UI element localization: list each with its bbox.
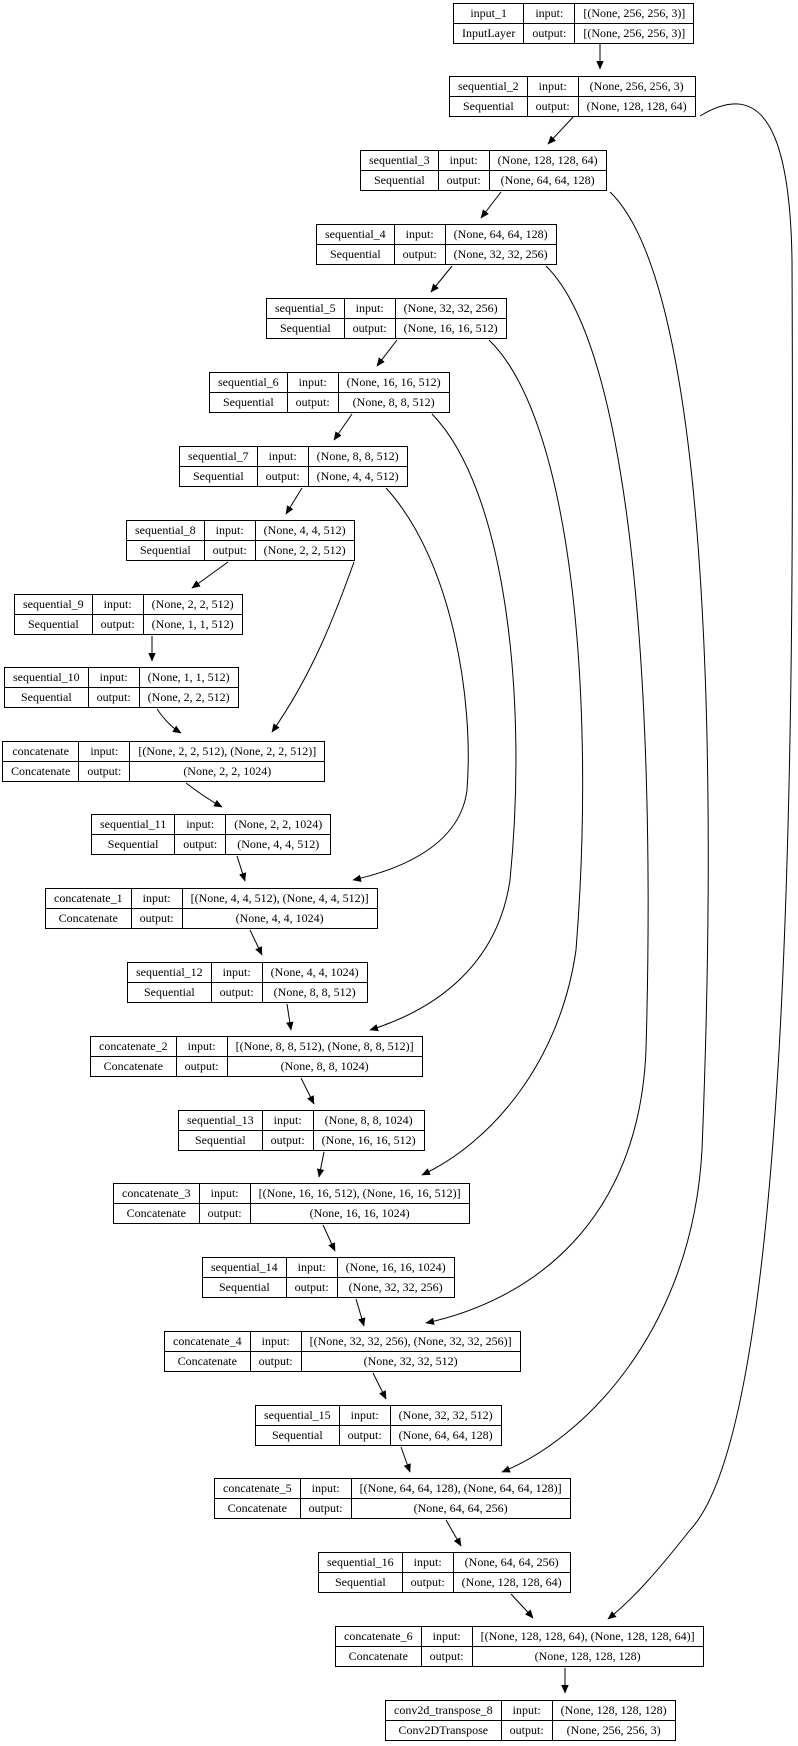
output-label: output: <box>501 1721 552 1741</box>
edge-sequential_8-to-sequential_9 <box>192 562 228 588</box>
output-shape: (None, 64, 64, 256) <box>351 1499 570 1519</box>
output-label: output: <box>300 1499 351 1519</box>
input-label: input: <box>287 373 338 393</box>
edge-sequential_4-to-sequential_5 <box>431 266 452 292</box>
layer-type: Sequential <box>127 541 205 561</box>
input-label: input: <box>176 1037 227 1057</box>
edge-sequential_7-to-sequential_8 <box>286 488 302 514</box>
edge-sequential_3-to-concatenate_5 <box>502 192 708 1472</box>
input-shape: (None, 64, 64, 128) <box>445 225 556 245</box>
edge-concatenate-to-sequential_11 <box>186 783 222 807</box>
output-shape: (None, 32, 32, 512) <box>301 1352 520 1372</box>
edge-sequential_13-to-concatenate_3 <box>319 1152 324 1177</box>
output-shape: (None, 16, 16, 1024) <box>250 1204 469 1224</box>
input-label: input: <box>394 225 445 245</box>
output-shape: (None, 128, 128, 64) <box>578 97 695 117</box>
input-label: input: <box>79 742 130 762</box>
input-label: input: <box>211 963 262 983</box>
layer-node-concatenate <box>2 741 325 782</box>
layer-type: Sequential <box>128 983 212 1003</box>
input-label: input: <box>300 1479 351 1499</box>
input-shape: (None, 32, 32, 256) <box>395 299 506 319</box>
input-label: input: <box>501 1701 552 1721</box>
layer-type: Sequential <box>361 171 439 191</box>
input-shape: (None, 16, 16, 512) <box>338 373 449 393</box>
input-label: input: <box>421 1627 472 1647</box>
input-shape: (None, 2, 2, 512) <box>143 595 242 615</box>
layer-name: concatenate_5 <box>215 1479 301 1499</box>
input-label: input: <box>527 77 578 97</box>
output-shape: (None, 2, 2, 1024) <box>130 762 325 782</box>
edge-concatenate_5-to-sequential_16 <box>446 1520 461 1546</box>
layer-node-concatenate_5 <box>214 1478 571 1519</box>
input-shape: (None, 2, 2, 1024) <box>226 815 331 835</box>
layer-type: Sequential <box>15 615 93 635</box>
layer-name: sequential_16 <box>319 1553 403 1573</box>
output-label: output: <box>394 245 445 265</box>
input-label: input: <box>438 151 489 171</box>
layer-node-input_1 <box>453 3 694 44</box>
layer-type: Sequential <box>319 1573 403 1593</box>
input-shape: [(None, 4, 4, 512), (None, 4, 4, 512)] <box>182 889 377 909</box>
edge-sequential_3-to-sequential_4 <box>481 192 501 218</box>
output-label: output: <box>402 1573 453 1593</box>
input-shape: [(None, 64, 64, 128), (None, 64, 64, 128)] <box>351 1479 570 1499</box>
layer-name: concatenate_6 <box>336 1627 422 1647</box>
output-label: output: <box>250 1352 301 1372</box>
output-label: output: <box>339 1426 390 1446</box>
output-label: output: <box>257 467 308 487</box>
output-label: output: <box>204 541 255 561</box>
output-shape: (None, 32, 32, 256) <box>445 245 556 265</box>
layer-type: Concatenate <box>215 1499 301 1519</box>
layer-name: sequential_5 <box>267 299 345 319</box>
output-label: output: <box>438 171 489 191</box>
output-label: output: <box>79 762 130 782</box>
input-label: input: <box>286 1258 337 1278</box>
layer-type: Sequential <box>256 1426 340 1446</box>
output-shape: (None, 1, 1, 512) <box>143 615 242 635</box>
layer-name: sequential_8 <box>127 521 205 541</box>
layer-name: sequential_10 <box>5 668 89 688</box>
layer-name: conv2d_transpose_8 <box>386 1701 502 1721</box>
layer-type: Sequential <box>180 467 258 487</box>
layer-node-sequential_6 <box>209 372 450 413</box>
output-label: output: <box>176 1057 227 1077</box>
output-label: output: <box>527 97 578 117</box>
input-shape: (None, 4, 4, 1024) <box>262 963 367 983</box>
layer-name: sequential_11 <box>92 815 175 835</box>
edge-sequential_11-to-concatenate_1 <box>237 856 245 881</box>
output-label: output: <box>175 835 226 855</box>
input-shape: (None, 8, 8, 1024) <box>313 1111 424 1131</box>
layer-name: concatenate_3 <box>114 1184 200 1204</box>
layer-node-concatenate_6 <box>335 1626 704 1667</box>
layer-name: sequential_13 <box>179 1111 263 1131</box>
input-shape: [(None, 16, 16, 512), (None, 16, 16, 512)] <box>250 1184 469 1204</box>
layer-type: Conv2DTranspose <box>386 1721 502 1741</box>
edge-concatenate_3-to-sequential_14 <box>323 1225 335 1251</box>
output-label: output: <box>199 1204 250 1224</box>
edge-sequential_15-to-concatenate_5 <box>401 1447 410 1472</box>
input-shape: [(None, 256, 256, 3)] <box>575 4 694 24</box>
layer-node-sequential_3 <box>360 150 607 191</box>
input-label: input: <box>524 4 575 24</box>
layer-node-sequential_12 <box>127 962 368 1003</box>
edge-concatenate_1-to-sequential_12 <box>250 930 262 955</box>
output-shape: (None, 8, 8, 1024) <box>227 1057 422 1077</box>
input-label: input: <box>175 815 226 835</box>
layer-node-concatenate_4 <box>164 1331 521 1372</box>
layer-type: Concatenate <box>91 1057 177 1077</box>
layer-type: Concatenate <box>336 1647 422 1667</box>
layer-type: Sequential <box>5 688 89 708</box>
edge-sequential_16-to-concatenate_6 <box>511 1594 533 1618</box>
input-label: input: <box>250 1332 301 1352</box>
layer-type: Sequential <box>210 393 288 413</box>
layer-node-sequential_13 <box>178 1110 425 1151</box>
input-shape: (None, 32, 32, 512) <box>390 1406 501 1426</box>
layer-type: Sequential <box>317 245 395 265</box>
input-label: input: <box>199 1184 250 1204</box>
input-label: input: <box>88 668 139 688</box>
output-label: output: <box>344 319 395 339</box>
layer-type: Concatenate <box>165 1352 251 1372</box>
output-label: output: <box>131 909 182 929</box>
input-shape: (None, 1, 1, 512) <box>139 668 238 688</box>
edge-sequential_6-to-sequential_7 <box>334 414 352 440</box>
input-shape: [(None, 2, 2, 512), (None, 2, 2, 512)] <box>130 742 325 762</box>
output-shape: (None, 32, 32, 256) <box>337 1278 454 1298</box>
layer-node-concatenate_2 <box>90 1036 423 1077</box>
edge-concatenate_4-to-sequential_15 <box>373 1373 386 1399</box>
output-shape: (None, 64, 64, 128) <box>390 1426 501 1446</box>
layer-node-sequential_10 <box>4 667 239 708</box>
output-shape: (None, 16, 16, 512) <box>395 319 506 339</box>
output-shape: (None, 4, 4, 512) <box>226 835 331 855</box>
layer-type: Concatenate <box>114 1204 200 1224</box>
layer-type: Sequential <box>267 319 345 339</box>
layer-node-concatenate_1 <box>45 888 378 929</box>
input-label: input: <box>131 889 182 909</box>
layer-node-sequential_7 <box>179 446 408 487</box>
input-shape: (None, 8, 8, 512) <box>308 447 407 467</box>
layer-node-sequential_9 <box>14 594 243 635</box>
input-label: input: <box>339 1406 390 1426</box>
layer-name: sequential_14 <box>203 1258 287 1278</box>
layer-name: sequential_7 <box>180 447 258 467</box>
input-shape: [(None, 128, 128, 64), (None, 128, 128, 64)] <box>472 1627 703 1647</box>
input-shape: (None, 4, 4, 512) <box>255 521 354 541</box>
output-label: output: <box>421 1647 472 1667</box>
edge-sequential_5-to-sequential_6 <box>377 340 397 366</box>
layer-node-sequential_4 <box>316 224 557 265</box>
layer-node-sequential_14 <box>202 1257 455 1298</box>
layer-type: Concatenate <box>46 909 132 929</box>
input-label: input: <box>402 1553 453 1573</box>
edge-concatenate_2-to-sequential_13 <box>301 1078 314 1104</box>
output-shape: (None, 2, 2, 512) <box>139 688 238 708</box>
edge-sequential_14-to-concatenate_4 <box>356 1299 364 1326</box>
output-label: output: <box>88 688 139 708</box>
layer-node-sequential_8 <box>126 520 355 561</box>
layer-node-sequential_11 <box>91 814 331 855</box>
layer-node-concatenate_3 <box>113 1183 470 1224</box>
layer-name: sequential_3 <box>361 151 439 171</box>
edge-sequential_10-to-concatenate <box>157 709 181 733</box>
output-shape: (None, 4, 4, 512) <box>308 467 407 487</box>
layer-name: concatenate <box>3 742 79 762</box>
edge-sequential_2-to-concatenate_6 <box>608 104 792 1619</box>
output-label: output: <box>286 1278 337 1298</box>
edge-sequential_7-to-concatenate_1 <box>353 488 468 880</box>
edge-sequential_5-to-concatenate_3 <box>422 340 583 1175</box>
layer-type: Sequential <box>92 835 175 855</box>
input-shape: [(None, 8, 8, 512), (None, 8, 8, 512)] <box>227 1037 422 1057</box>
layer-type: Concatenate <box>3 762 79 782</box>
edge-sequential_2-to-sequential_3 <box>548 116 574 144</box>
layer-name: sequential_2 <box>450 77 528 97</box>
layer-type: Sequential <box>203 1278 287 1298</box>
layer-name: concatenate_2 <box>91 1037 177 1057</box>
edge-sequential_8-to-concatenate <box>272 562 354 732</box>
layer-name: sequential_12 <box>128 963 212 983</box>
layer-node-sequential_15 <box>255 1405 502 1446</box>
layer-node-sequential_16 <box>318 1552 571 1593</box>
input-label: input: <box>257 447 308 467</box>
output-shape: (None, 2, 2, 512) <box>255 541 354 561</box>
input-label: input: <box>344 299 395 319</box>
output-shape: (None, 8, 8, 512) <box>262 983 367 1003</box>
layer-node-sequential_2 <box>449 76 696 117</box>
edge-sequential_6-to-concatenate_2 <box>370 414 516 1030</box>
layer-name: sequential_9 <box>15 595 93 615</box>
output-shape: (None, 16, 16, 512) <box>313 1131 424 1151</box>
input-shape: (None, 128, 128, 128) <box>552 1701 675 1721</box>
layer-name: input_1 <box>454 4 524 24</box>
output-shape: (None, 8, 8, 512) <box>338 393 449 413</box>
layer-node-conv2d_transpose_8 <box>385 1700 676 1741</box>
input-shape: (None, 16, 16, 1024) <box>337 1258 454 1278</box>
output-label: output: <box>287 393 338 413</box>
layer-name: sequential_15 <box>256 1406 340 1426</box>
input-label: input: <box>262 1111 313 1131</box>
input-shape: (None, 256, 256, 3) <box>578 77 695 97</box>
layer-type: Sequential <box>179 1131 263 1151</box>
layer-name: sequential_6 <box>210 373 288 393</box>
output-shape: [(None, 256, 256, 3)] <box>575 24 694 44</box>
output-label: output: <box>524 24 575 44</box>
input-shape: [(None, 32, 32, 256), (None, 32, 32, 256)] <box>301 1332 520 1352</box>
output-shape: (None, 128, 128, 128) <box>472 1647 703 1667</box>
input-label: input: <box>204 521 255 541</box>
output-label: output: <box>92 615 143 635</box>
input-shape: (None, 128, 128, 64) <box>489 151 606 171</box>
output-label: output: <box>211 983 262 1003</box>
layer-name: sequential_4 <box>317 225 395 245</box>
layer-name: concatenate_4 <box>165 1332 251 1352</box>
layer-type: InputLayer <box>454 24 524 44</box>
layer-type: Sequential <box>450 97 528 117</box>
output-label: output: <box>262 1131 313 1151</box>
layer-node-sequential_5 <box>266 298 507 339</box>
output-shape: (None, 64, 64, 128) <box>489 171 606 191</box>
output-shape: (None, 128, 128, 64) <box>453 1573 570 1593</box>
output-shape: (None, 4, 4, 1024) <box>182 909 377 929</box>
output-shape: (None, 256, 256, 3) <box>552 1721 675 1741</box>
edge-sequential_12-to-concatenate_2 <box>287 1004 291 1030</box>
input-shape: (None, 64, 64, 256) <box>453 1553 570 1573</box>
input-label: input: <box>92 595 143 615</box>
layer-name: concatenate_1 <box>46 889 132 909</box>
